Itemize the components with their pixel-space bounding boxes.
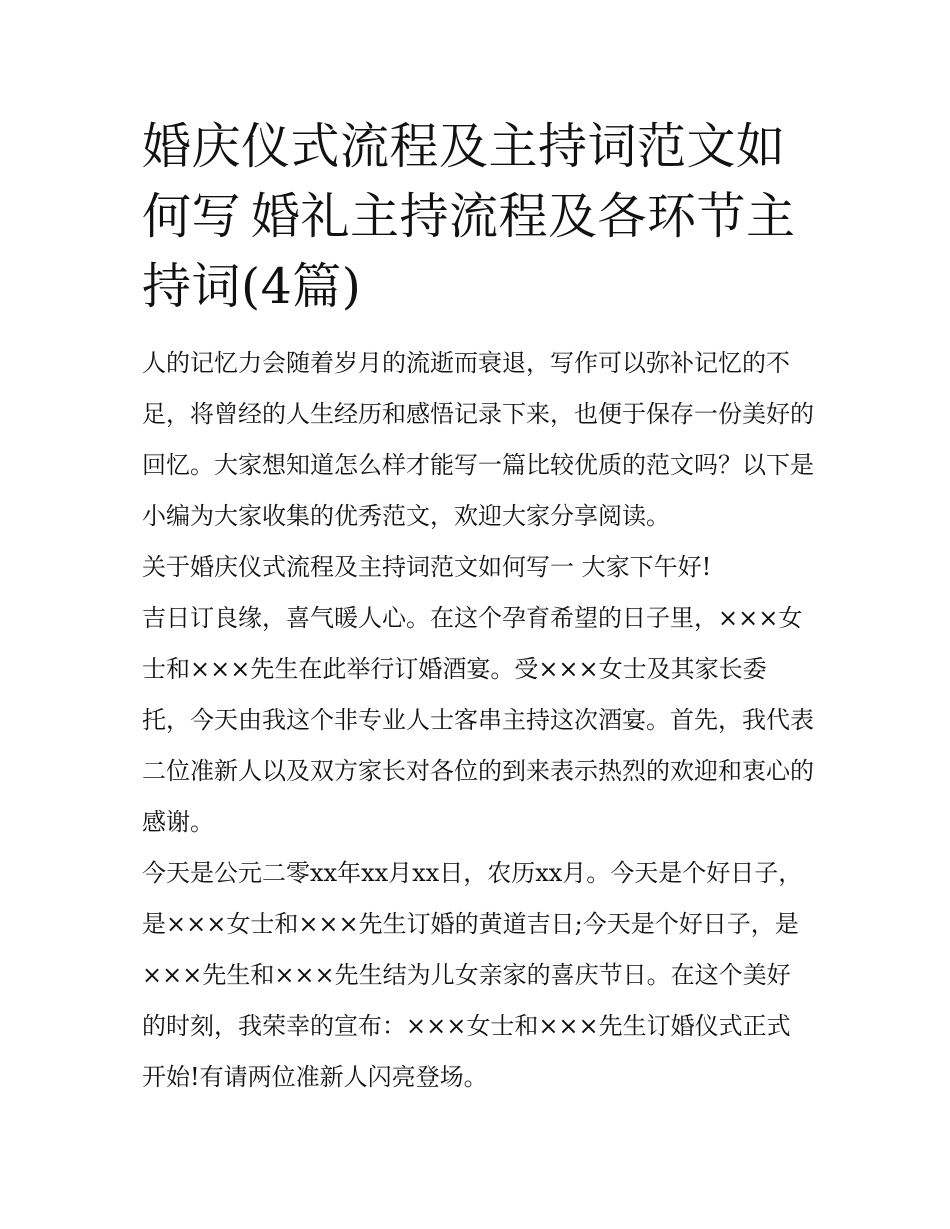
document-title [142,112,814,322]
section-heading-paragraph: 关于婚庆仪式流程及主持词范文如何写一 大家下午好! [142,553,712,581]
document-body [142,338,814,1103]
intro-paragraph: 人的记忆力会随着岁月的流逝而衰退，写作可以弥补记忆的不足，将曾经的人生经历和感悟记录下来，也便于保存一份美好的回忆。大家想知道怎么样才能写一篇比较优质的范文吗？以下是小编为大家收集的优秀范文，欢迎大家分享阅读。 [142,349,814,530]
body-paragraph: 吉日订良缘，喜气暖人心。在这个孕育希望的日子里，×××女士和×××先生在此举行订婚酒宴。受×××女士及其家长委托，今天由我这个非专业人士客串主持这次酒宴。首先，我代表二位准新人以及双方家长对各位的到来表示热烈的欢迎和衷心的感谢。 [142,604,814,836]
body-paragraph: 今天是公元二零xx年xx月xx日，农历xx月。今天是个好日子，是×××女士和×××先生订婚的黄道吉日;今天是个好日子，是×××先生和×××先生结为儿女亲家的喜庆节日。在这个美好的时刻，我荣幸的宣布：×××女士和×××先生订婚仪式正式开始!有请两位准新人闪亮登场。 [142,859,803,1091]
title-part-main: 婚庆仪式流程及主持词范文如何写 [142,118,786,245]
document-page [142,112,814,1103]
title-part-sub: 婚礼主持流程及各环节主持词(4篇) [142,188,796,315]
